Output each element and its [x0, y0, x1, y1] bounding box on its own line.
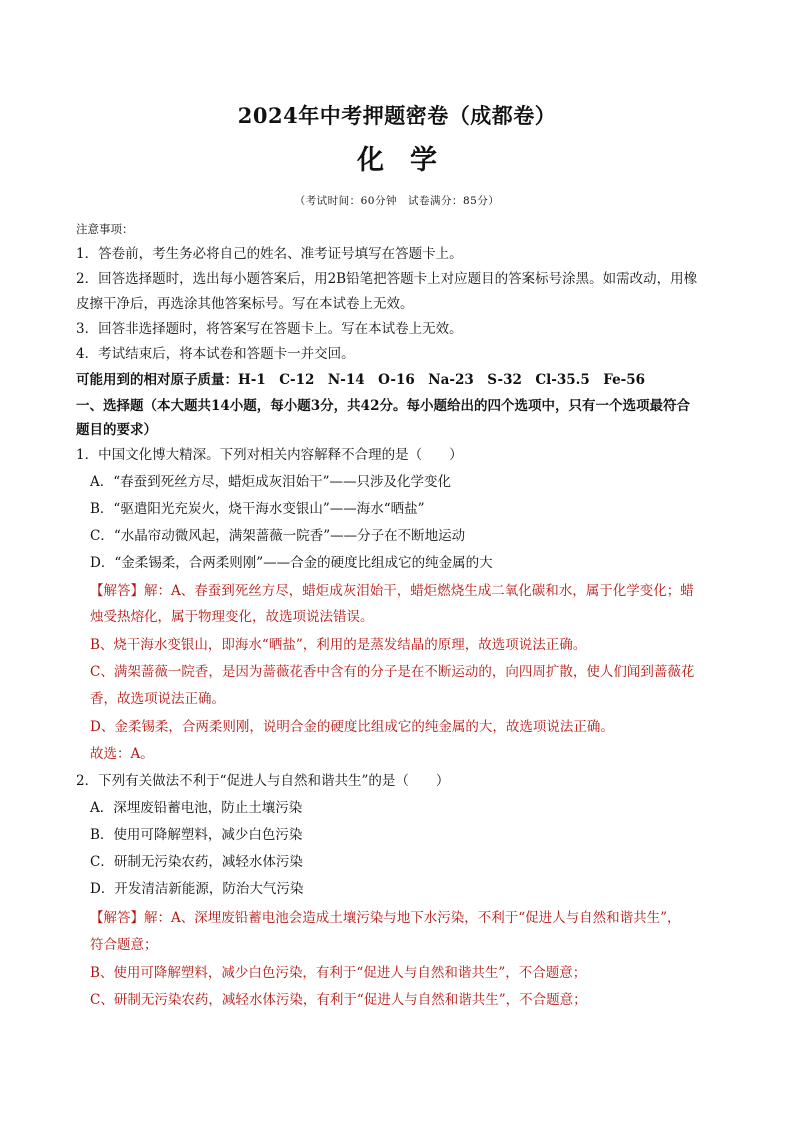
atomic-masses: 可能用到的相对原子质量：H-1 C-12 N-14 O-16 Na-23 S-32 Cl-35.5 Fe-56 [76, 372, 646, 388]
exam-title: 2024年中考押题密卷（成都卷） [237, 103, 557, 128]
section-heading-cont: 题目的要求） [76, 422, 157, 438]
exam-info: （考试时间：60分钟 试卷满分：85分） [294, 195, 500, 207]
question-2-answer: 符合题意； [90, 937, 158, 953]
section-heading: 一、选择题（本大题共14小题，每小题3分，共42分。每小题给出的四个选项中，只有一个选项最符合 [76, 398, 690, 414]
note-item: 皮擦干净后，再选涂其他答案标号。写在本试卷上无效。 [76, 296, 414, 312]
question-2-option-c: C．研制无污染农药，减轻水体污染 [90, 854, 303, 870]
question-1-answer: B、烧干海水变银山，即海水“晒盐”，利用的是蒸发结晶的原理，故选项说法正确。 [90, 637, 587, 653]
question-2-answer: C、研制无污染农药，减轻水体污染，有利于“促进人与自然和谐共生”，不合题意； [90, 992, 587, 1008]
note-item: 3．回答非选择题时，将答案写在答题卡上。写在本试卷上无效。 [76, 321, 463, 337]
question-1-answer: D、金柔锡柔，合两柔则刚，说明合金的硬度比组成它的纯金属的大，故选项说法正确。 [90, 719, 614, 735]
question-1-option-d: D．“金柔锡柔，合两柔则刚”——合金的硬度比组成它的纯金属的大 [90, 555, 493, 571]
question-2-stem: 2．下列有关做法不利于“促进人与自然和谐共生”的是（ ） [76, 773, 450, 789]
question-1-answer: C、满架蔷薇一院香，是因为蔷薇花香中含有的分子是在不断运动的，向四周扩散，使人们闻到蔷薇花 [90, 664, 695, 680]
question-2-option-d: D．开发清洁新能源，防治大气污染 [90, 881, 304, 897]
question-1-answer: 烛受热熔化，属于物理变化，故选项说法错误。 [90, 609, 374, 625]
question-1-answer: 香，故选项说法正确。 [90, 691, 225, 707]
subject-title: 化学 [357, 145, 463, 176]
question-2-answer: B、使用可降解塑料，减少白色污染，有利于“促进人与自然和谐共生”，不合题意； [90, 965, 587, 981]
note-item: 2．回答选择题时，选出每小题答案后，用2B铅笔把答题卡上对应题目的答案标号涂黑。如需改动，用橡 [76, 271, 698, 287]
note-item: 1．答卷前，考生务必将自己的姓名、准考证号填写在答题卡上。 [76, 246, 463, 262]
question-1-option-b: B．“驱遣阳光充炭火，烧干海水变银山”——海水“晒盐” [90, 501, 425, 517]
note-item: 4．考试结束后，将本试卷和答题卡一并交回。 [76, 346, 355, 362]
question-1-answer: 【解答】解：A、春蚕到死丝方尽，蜡炬成灰泪始干，蜡炬燃烧生成二氧化碳和水，属于化学变化；蜡 [90, 583, 694, 599]
question-2-option-a: A．深埋废铅蓄电池，防止土壤污染 [90, 800, 303, 816]
question-2-option-b: B．使用可降解塑料，减少白色污染 [90, 827, 303, 843]
question-1-answer: 故选：A。 [90, 746, 154, 762]
question-1-option-c: C．“水晶帘动微风起，满架蔷薇一院香”——分子在不断地运动 [90, 528, 466, 544]
question-1-stem: 1．中国文化博大精深。下列对相关内容解释不合理的是（ ） [76, 447, 463, 463]
notes-heading: 注意事项： [76, 222, 134, 236]
question-1-option-a: A．“春蚕到死丝方尽，蜡炬成灰泪始干”——只涉及化学变化 [90, 474, 452, 490]
question-2-answer: 【解答】解：A、深埋废铅蓄电池会造成土壤污染与地下水污染，不利于“促进人与自然和谐共生”， [90, 910, 681, 926]
